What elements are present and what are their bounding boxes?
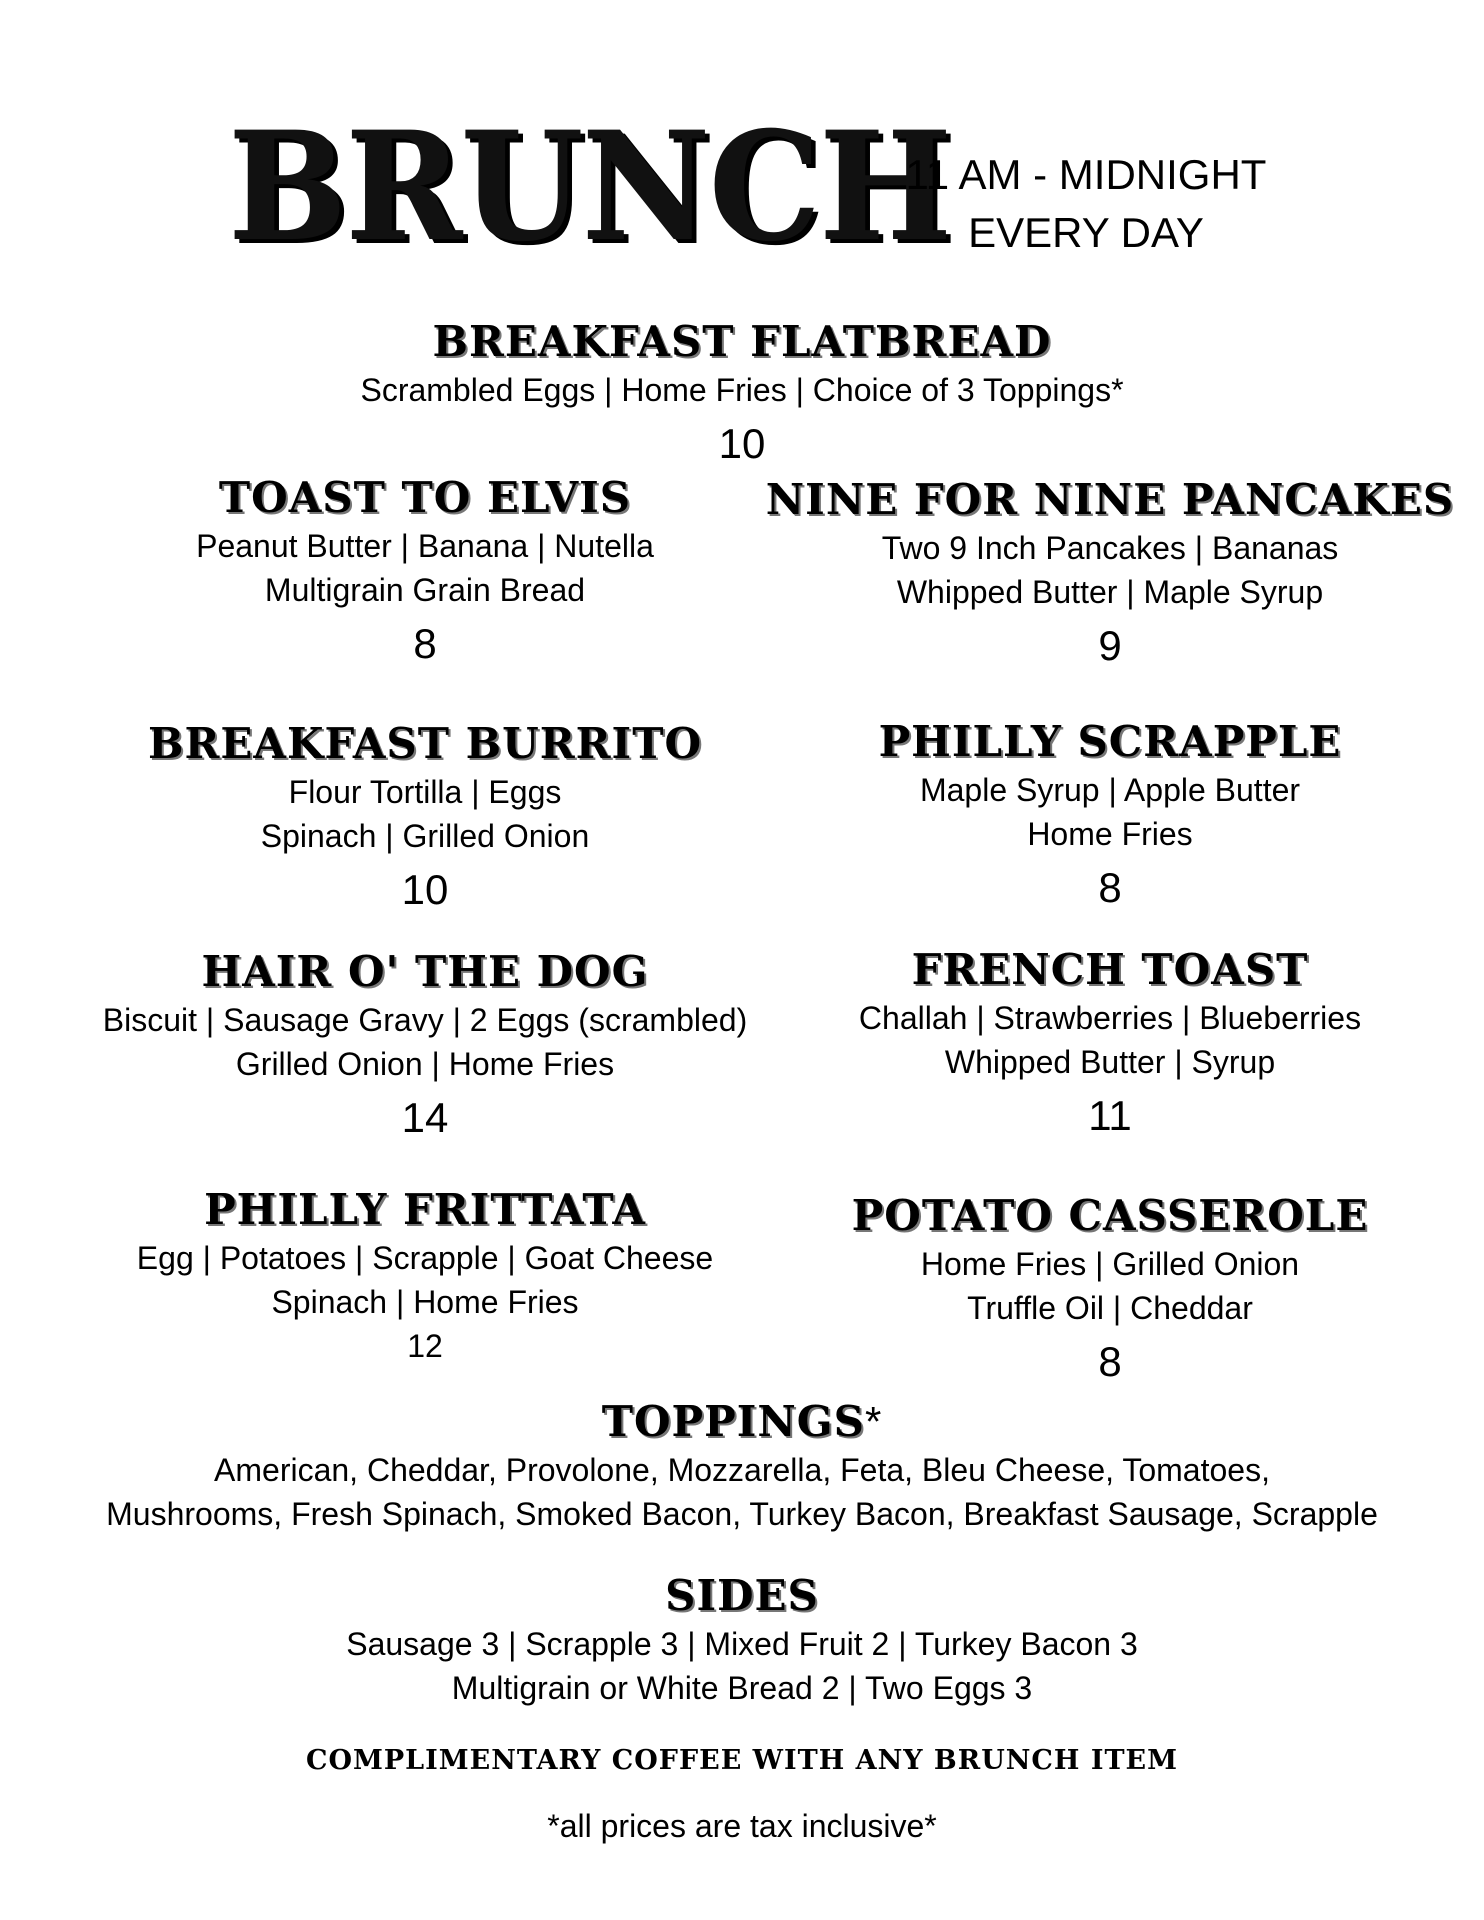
menu-item-breakfast-burrito <box>60 718 790 918</box>
item-description: Truffle Oil | Cheddar <box>967 1290 1253 1326</box>
toppings-asterisk: * <box>864 1398 883 1445</box>
item-price: 8 <box>1098 864 1122 911</box>
menu-item-breakfast-flatbread <box>0 316 1484 472</box>
item-name: POTATO CASSEROLE <box>851 1191 1369 1240</box>
item-description: Home Fries | Grilled Onion <box>920 1246 1300 1282</box>
menu-item-french-toast <box>760 944 1460 1144</box>
menu-item-hair-o-the-dog <box>60 946 790 1146</box>
item-description: Whipped Butter | Syrup <box>944 1044 1276 1080</box>
item-description: Home Fries <box>1027 816 1193 852</box>
toppings-title: TOPPINGS <box>601 1397 865 1446</box>
item-price: 10 <box>718 420 766 467</box>
toppings-list: American, Cheddar, Provolone, Mozzarella, Feta, Bleu Cheese, Tomatoes, <box>214 1452 1270 1488</box>
item-description: Maple Syrup | Apple Butter <box>919 772 1301 808</box>
item-price: 8 <box>413 620 437 667</box>
menu-hours <box>886 146 1286 262</box>
hours-line: 11 AM - MIDNIGHT <box>905 151 1267 198</box>
menu-title: BRUNCH <box>228 99 951 275</box>
menu-item-philly-scrapple <box>760 716 1460 916</box>
item-name: FRENCH TOAST <box>911 945 1309 994</box>
item-name: BREAKFAST FLATBREAD <box>432 317 1052 366</box>
item-description: Spinach | Grilled Onion <box>260 818 590 854</box>
item-name: BREAKFAST BURRITO <box>147 719 703 768</box>
item-description: Grilled Onion | Home Fries <box>235 1046 615 1082</box>
item-description: Peanut Butter | Banana | Nutella <box>196 528 654 564</box>
item-description: Egg | Potatoes | Scrapple | Goat Cheese <box>136 1240 714 1276</box>
item-price: 14 <box>401 1094 449 1141</box>
menu-item-toast-to-elvis <box>60 472 790 672</box>
menu-item-potato-casserole <box>760 1190 1460 1390</box>
sides-section <box>0 1570 1484 1710</box>
item-description: Challah | Strawberries | Blueberries <box>858 1000 1362 1036</box>
toppings-list: Mushrooms, Fresh Spinach, Smoked Bacon, Turkey Bacon, Breakfast Sausage, Scrapple <box>106 1496 1378 1532</box>
item-name: HAIR O' THE DOG <box>201 947 649 996</box>
item-description: Spinach | Home Fries <box>271 1284 579 1320</box>
item-name: PHILLY FRITTATA <box>204 1185 646 1234</box>
tax-note: *all prices are tax inclusive* <box>547 1808 937 1844</box>
menu-item-nine-for-nine-pancakes <box>760 474 1460 674</box>
complimentary-coffee-note: COMPLIMENTARY COFFEE WITH ANY BRUNCH ITEM <box>305 1745 1179 1776</box>
item-name: TOAST TO ELVIS <box>218 473 632 522</box>
item-price: 9 <box>1098 622 1122 669</box>
item-price: 8 <box>1098 1338 1122 1385</box>
item-price: 11 <box>1088 1092 1132 1139</box>
hours-days: EVERY DAY <box>968 209 1204 256</box>
item-price: 10 <box>401 866 449 913</box>
sides-list: Multigrain or White Bread 2 | Two Eggs 3 <box>451 1670 1033 1706</box>
item-description: Scrambled Eggs | Home Fries | Choice of 3 Toppings* <box>360 372 1124 408</box>
item-description: Two 9 Inch Pancakes | Bananas <box>881 530 1339 566</box>
item-description: Whipped Butter | Maple Syrup <box>896 574 1324 610</box>
toppings-section <box>0 1396 1484 1536</box>
item-name: PHILLY SCRAPPLE <box>878 717 1342 766</box>
item-name: NINE FOR NINE PANCAKES <box>765 475 1455 524</box>
item-description: Biscuit | Sausage Gravy | 2 Eggs (scrambled) <box>102 1002 748 1038</box>
item-price: 12 <box>407 1328 443 1364</box>
menu-item-philly-frittata <box>60 1184 790 1368</box>
section-title <box>0 1396 1484 1448</box>
item-description: Multigrain Grain Bread <box>264 572 586 608</box>
item-description: Flour Tortilla | Eggs <box>288 774 562 810</box>
sides-list: Sausage 3 | Scrapple 3 | Mixed Fruit 2 | Turkey Bacon 3 <box>346 1626 1138 1662</box>
section-title: SIDES <box>665 1571 819 1620</box>
